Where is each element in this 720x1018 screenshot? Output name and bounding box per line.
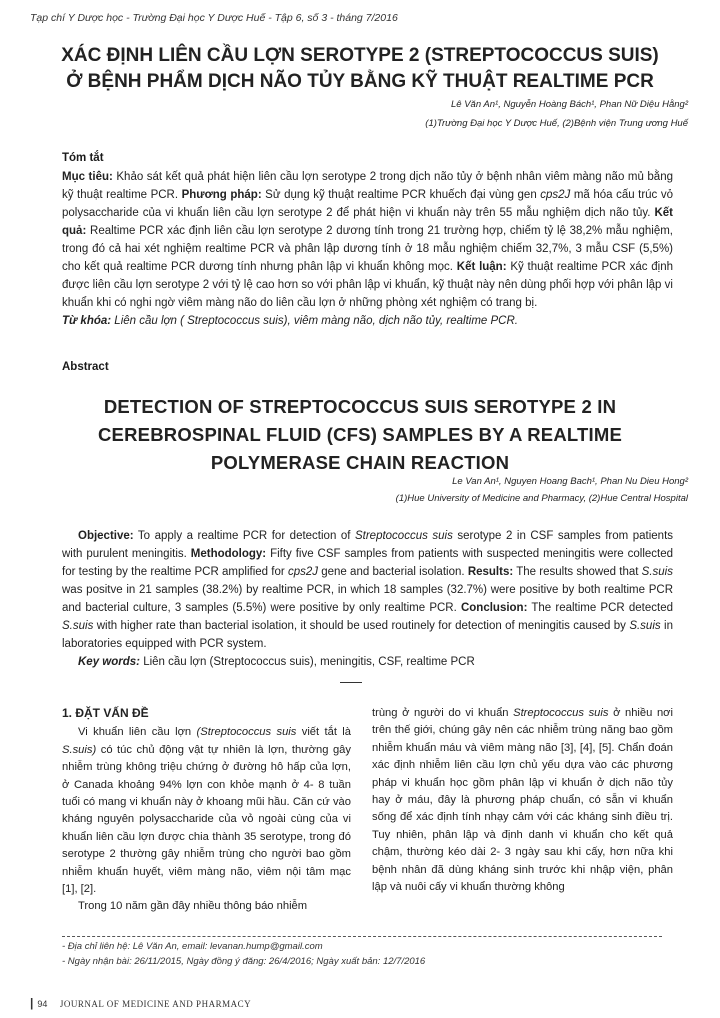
title-vi-line-2: Ở BỆNH PHẨM DỊCH NÃO TỦY BẰNG KỸ THUẬT REALTIME PCR [66,71,654,92]
conclusion-en-species: S.suis [62,620,94,632]
title-en-line-1: DETECTION OF STREPTOCOCCUS SUIS SEROTYPE 2 IN [103,396,617,417]
page-number: 94 [37,999,48,1009]
method-vi-gene: cps2J [540,189,571,201]
keywords-vi-text: Liên cầu lợn ( Streptococcus suis), viêm màng não, dịch não tủy, realtime PCR. [111,315,518,327]
method-en-gene: cps2J [287,566,318,578]
title-vi-line-1-text: XÁC ĐỊNH LIÊN CẦU LỢN SEROTYPE 2 (STREPTOCOCCUS SUIS) [61,45,659,66]
left-p1-abbr: S.suis) [62,743,97,756]
conclusion-en-label: Conclusion: [460,602,528,614]
left-p1-b: viết tắt là [296,726,351,739]
journal-name: JOURNAL OF MEDICINE AND PHARMACY [59,999,252,1009]
method-en-text: Fifty five CSF samples from patients with suspected meningitis were collected for testing by the realtime PCR amplified for [62,548,674,578]
conclusion-vi-text: Kỹ thuật realtime PCR xác định được liên cầu lợn serotype 2 với tỷ lệ cao hơn so với phân lập vi khuẩn, kỹ thuật này nên dùng phối hợp với phân lập vi khuẩn khi có nghi ngờ viêm màng não do liên cầu lợn ở những phòng xét nghiệm có trang bị. [62,261,673,309]
left-p1-c: có túc chủ động vật tự nhiên là lợn, thường gây nhiễm trùng không triệu chứng ở đường hô hấp của lợn, ở Canada khoảng 94% lợn con khỏe mạnh ở 4- 8 tuần tuổi có mang vi khuẩn này ở khoang mũi hầu. Căn cứ vào kháng nguyên polysaccharide của vỏ ngoài cùng của vi khuẩn liên cầu lợn được chia thành 35 serotype, trong đó serotype 2 thường gây nhiễm trùng cho người bao gồm nhiễm khuẩn huyết, viêm màng não, viêm nội tâm mạc [1], [2]. [62,743,351,896]
title-vi-line-1 [0,44,720,68]
abstract-en-heading: Abstract [62,361,109,373]
objective-en-label: Objective: [78,530,134,542]
results-en-text: The results showed that [513,566,642,578]
objective-en-text: To apply a realtime PCR for detection of [133,530,355,542]
footnote-rule [62,936,662,937]
conclusion-vi-label: Kết luận: [456,261,507,273]
footer-bar: | [30,996,34,1010]
footnote-contact: - Địa chỉ liên hệ: Lê Văn An, email: levanan.hump@gmail.com [62,941,323,952]
page-footer [30,996,251,1010]
results-en-label: Results: [467,566,514,578]
conclusion-en-text-2: with higher rate than bacterial isolation, it should be used routinely for detection of meningitis caused by [93,620,630,632]
results-vi-label: Kết quả: [62,207,673,237]
conclusion-en-species-2: S.suis [629,620,661,632]
results-vi-text: Realtime PCR xác định liên cầu lợn serotype 2 dương tính trong 21 trường hợp, chiếm tỷ lệ 38,2% mẫu nghiệm, trong đó cả hai xét nghiệm realtime PCR và phân lập dương tính ở 18 mẫu nghiệm chiếm 32,7%, 3 mẫu CSF (5,5%) cho kết quả realtime PCR dương tính nhưng phân lập vi khuẩn không mọc. [62,225,673,273]
method-en-text-2: gene and bacterial isolation. [318,566,468,578]
section-separator [340,682,362,683]
title-en-line-2: CEREBROSPINAL FLUID (CFS) SAMPLES BY A REALTIME [98,424,622,445]
objective-vi-label: Mục tiêu: [62,171,113,183]
abstract-en-body [62,527,673,671]
left-p1-species: (Streptococcus suis [196,726,297,739]
keywords-en-label: Key words: [78,656,140,668]
footnote-dates: - Ngày nhận bài: 26/11/2015, Ngày đồng ý đăng: 26/4/2016; Ngày xuất bản: 12/7/2016 [62,956,426,967]
method-vi-text: Sử dụng kỹ thuật realtime PCR khuếch đại vùng gen [261,189,541,201]
authors-en: Le Van An¹, Nguyen Hoang Bach¹, Phan Nu Dieu Hong² [452,476,688,487]
conclusion-en-text: The realtime PCR detected [527,602,673,614]
abstract-vi-body [62,168,673,330]
title-en-line-3: POLYMERASE CHAIN REACTION [210,452,510,473]
authors-vi: Lê Văn An¹, Nguyễn Hoàng Bách¹, Phan Nữ Diệu Hằng² [451,99,688,110]
results-en-text-2: was positve in 21 samples (38.2%) by realtime PCR, in which 18 samples (32.7%) were positive by both realtime PCR and bacterial culture, 3 samples (5.5%) were positive by only realtime PCR. [62,584,673,614]
method-en-label: Methodology: [190,548,267,560]
affiliations-en: (1)Hue University of Medicine and Pharmacy, (2)Hue Central Hospital [395,493,688,504]
right-p1-b: ở nhiều nơi trên thế giới, chúng gây nên các nhiễm trùng năng bao gồm nhiễm khuẩn máu và viêm màng não [3], [4], [5]. Chẩn đoán xác định nhiễm liên cầu lợn chủ yếu dựa vào các phương pháp vi khuẩn học gồm phân lập vi khuẩn ở dịch não tủy hay ở máu, đây là phương pháp chuẩn, có sẵn vi khuẩn sống để xác định tính nhạy cảm với các kháng sinh điều trị. Tuy nhiên, phân lập và định danh vi khuẩn cho kết quả chậm, thường kéo dài 2- 3 ngày sau khi cấy, hơn nữa khi bệnh nhân đã dùng kháng sinh trước khi nhập viện, phân lập và nuôi cấy vi khuẩn thường không [372,707,673,894]
left-paragraph-2: Trong 10 năm gần đây nhiều thông báo nhiễm [78,900,308,913]
objective-en-text-2: serotype 2 in CSF samples from patients with purulent meningitis. [62,530,674,560]
affiliations-vi: (1)Trường Đại học Y Dược Huế, (2)Bệnh viện Trung ương Huế [425,118,688,129]
body-left-column [62,705,351,916]
conclusion-en-text-3: in laboratories equipped with PCR system. [62,620,673,650]
keywords-vi-label: Từ khóa: [62,315,112,327]
body-right-column [372,705,673,896]
objective-en-species: Streptococcus suis [354,530,453,542]
method-vi-text-2: mã hóa cấu trúc vỏ polysaccharide của vi khuẩn liên cầu lợn serotype 2 để phát hiện vi khuẩn này trên 55 mẫu nghiệm dịch não tủy. [62,189,673,219]
right-p1-species: Streptococcus suis [513,707,609,719]
journal-header: Tạp chí Y Dược học - Trường Đại học Y Dược Huế - Tập 6, số 3 - tháng 7/2016 [30,12,398,24]
method-vi-label: Phương pháp: [181,189,262,201]
keywords-en-text: Liên cầu lợn (Streptococcus suis), meningitis, CSF, realtime PCR [140,656,475,668]
left-paragraph-1 [62,724,351,898]
results-en-species: S.suis [641,566,673,578]
section-heading: 1. ĐẶT VẤN ĐỀ [62,706,149,720]
right-paragraph-1 [372,705,673,896]
abstract-vi-heading: Tóm tắt [62,152,104,164]
right-p1-a: trùng ở người do vi khuẩn [372,707,514,719]
objective-vi-text: Khảo sát kết quả phát hiện liên cầu lợn serotype 2 trong dịch não tủy ở bệnh nhân viêm màng não mủ bằng kỹ thuật realtime PCR. [62,171,673,201]
left-p1-a: Vi khuẩn liên cầu lợn [78,726,197,739]
